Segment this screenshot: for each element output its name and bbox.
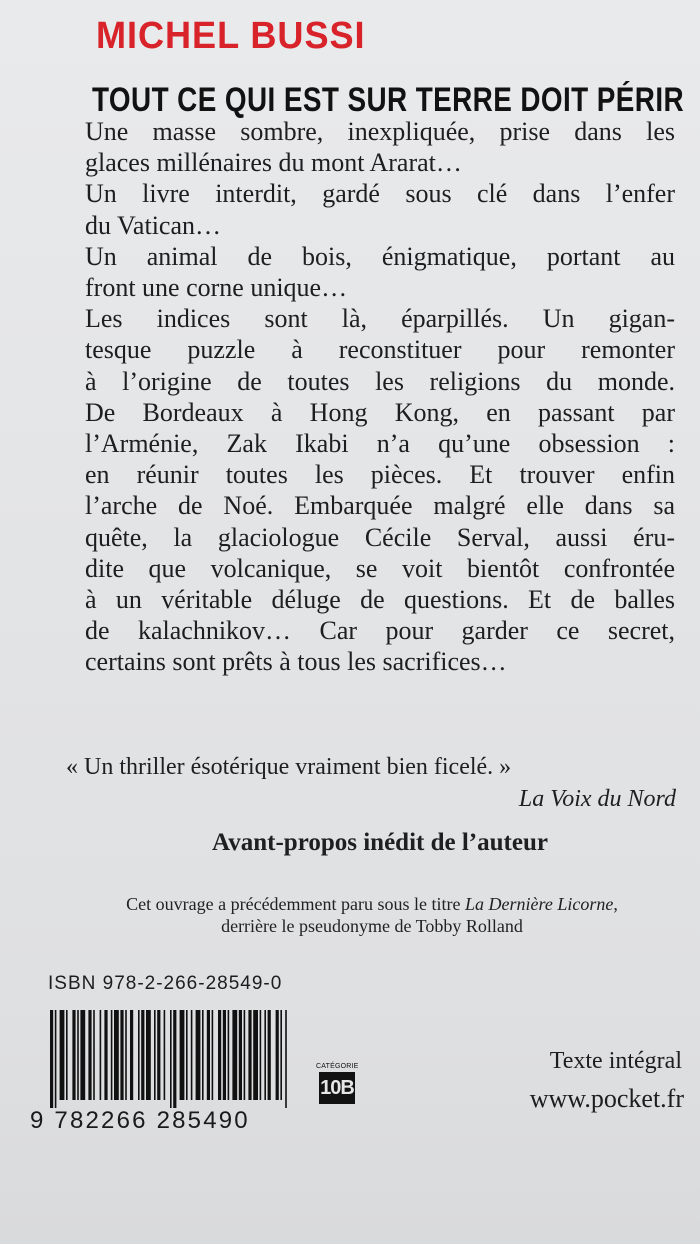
blurb-line: Les indices sont là, éparpillés. Un gigan- [85,304,675,334]
barcode-bar [100,1010,102,1100]
barcode-bar [280,1010,282,1100]
barcode-bar [191,1010,193,1100]
barcode-bar [93,1010,95,1100]
previous-edition-note [72,893,672,937]
blurb-line: l’Arménie, Zak Ikabi n’a qu’une obsession : [85,429,675,459]
barcode-bar [104,1010,107,1100]
blurb-line: du Vatican… [85,210,221,240]
barcode-bar [244,1010,246,1100]
barcode-bar [173,1010,176,1108]
blurb-line: certains sont prêts à tous les sacrifices… [85,647,507,677]
barcode-bar [80,1010,85,1100]
barcode-bar [264,1010,266,1100]
blurb-line: dite que volcanique, se voit bientôt confrontée [85,553,675,583]
blurb-line: Un livre interdit, gardé sous clé dans l’enfer [85,179,675,209]
barcode-bar [157,1010,160,1100]
barcode-bar [114,1010,119,1100]
barcode-bar [180,1010,185,1100]
barcode-digits: 9 782266 285490 [30,1107,250,1134]
blurb-line: à un véritable déluge de questions. Et de balles [85,585,675,615]
barcode-bar [60,1010,65,1100]
barcode-bars [30,1008,300,1108]
category-label: CATÉGORIE [316,1063,359,1070]
barcode-bar [146,1010,151,1100]
barcode-bar [276,1010,279,1100]
barcode-bar [207,1010,210,1100]
blurb-line: l’arche de Noé. Embarquée malgré elle dans sa [85,491,675,521]
blurb-line: front une corne unique… [85,273,348,303]
barcode-bar [77,1010,79,1100]
blurb-line: De Bordeaux à Hong Kong, en passant par [85,397,675,427]
publisher-website: www.pocket.fr [529,1084,684,1113]
integral-text-note: Texte intégral [549,1048,682,1074]
blurb [85,116,675,678]
barcode-bar [164,1010,166,1100]
barcode-bar [72,1010,75,1100]
author-name: MICHEL BUSSI [96,15,366,57]
barcode-bar [66,1010,68,1100]
barcode-bar [120,1010,123,1100]
barcode-bar [223,1010,226,1100]
barcode-bar [248,1010,251,1100]
barcode-bar [218,1010,221,1100]
barcode-bar [141,1010,144,1100]
barcode-bar [260,1010,262,1100]
blurb-line: glaces millénaires du mont Ararat… [85,148,462,178]
previous-edition-line-1: Cet ouvrage a précédemment paru sous le titre La Dernière Licorne, [126,894,618,914]
previous-title: La Dernière Licorne [465,894,614,914]
barcode-bar [285,1010,287,1108]
blurb-line: quête, la glaciologue Cécile Serval, aussi éru- [85,522,675,552]
barcode-bar [170,1010,172,1108]
barcode-bar [268,1010,271,1100]
blurb-line: tesque puzzle à reconstituer pour remonter [85,335,675,365]
barcode-bar [111,1010,113,1100]
review-source: La Voix du Nord [518,786,676,812]
barcode-bar [130,1010,133,1100]
blurb-line: Un animal de bois, énigmatique, portant au [85,241,675,271]
previous-edition-line-2: derrière le pseudonyme de Tobby Rolland [221,916,523,936]
category-code: 10B [319,1072,355,1104]
barcode-bar [228,1010,230,1100]
barcode-bar [154,1010,156,1100]
barcode-bar [88,1010,91,1100]
barcode-bar [138,1010,140,1100]
barcode-bar [55,1010,57,1108]
barcode-bar [196,1010,201,1100]
barcode-bar [239,1010,242,1100]
blurb-line: Une masse sombre, inexpliquée, prise dans les [85,117,675,146]
category-badge [316,1062,358,1104]
barcode-bar [202,1010,204,1100]
blurb-line: en réunir toutes les pièces. Et trouver enfin [85,460,675,490]
blurb-line: de kalachnikov… Car pour garder ce secret, [85,616,675,646]
review-quote: « Un thriller ésotérique vraiment bien ficelé. » [66,754,512,780]
isbn: ISBN 978-2-266-28549-0 [48,973,283,994]
barcode-bar [232,1010,237,1100]
barcode-bar [50,1010,53,1108]
barcode-bar [212,1010,214,1100]
blurb-line: à l’origine de toutes les religions du monde. [85,366,675,396]
book-title: TOUT CE QUI EST SUR TERRE DOIT PÉRIR [92,81,685,119]
foreword-note: Avant-propos inédit de l’auteur [212,829,548,856]
barcode-bar [125,1010,127,1100]
barcode-bar [186,1010,188,1100]
barcode-bar [253,1010,258,1100]
